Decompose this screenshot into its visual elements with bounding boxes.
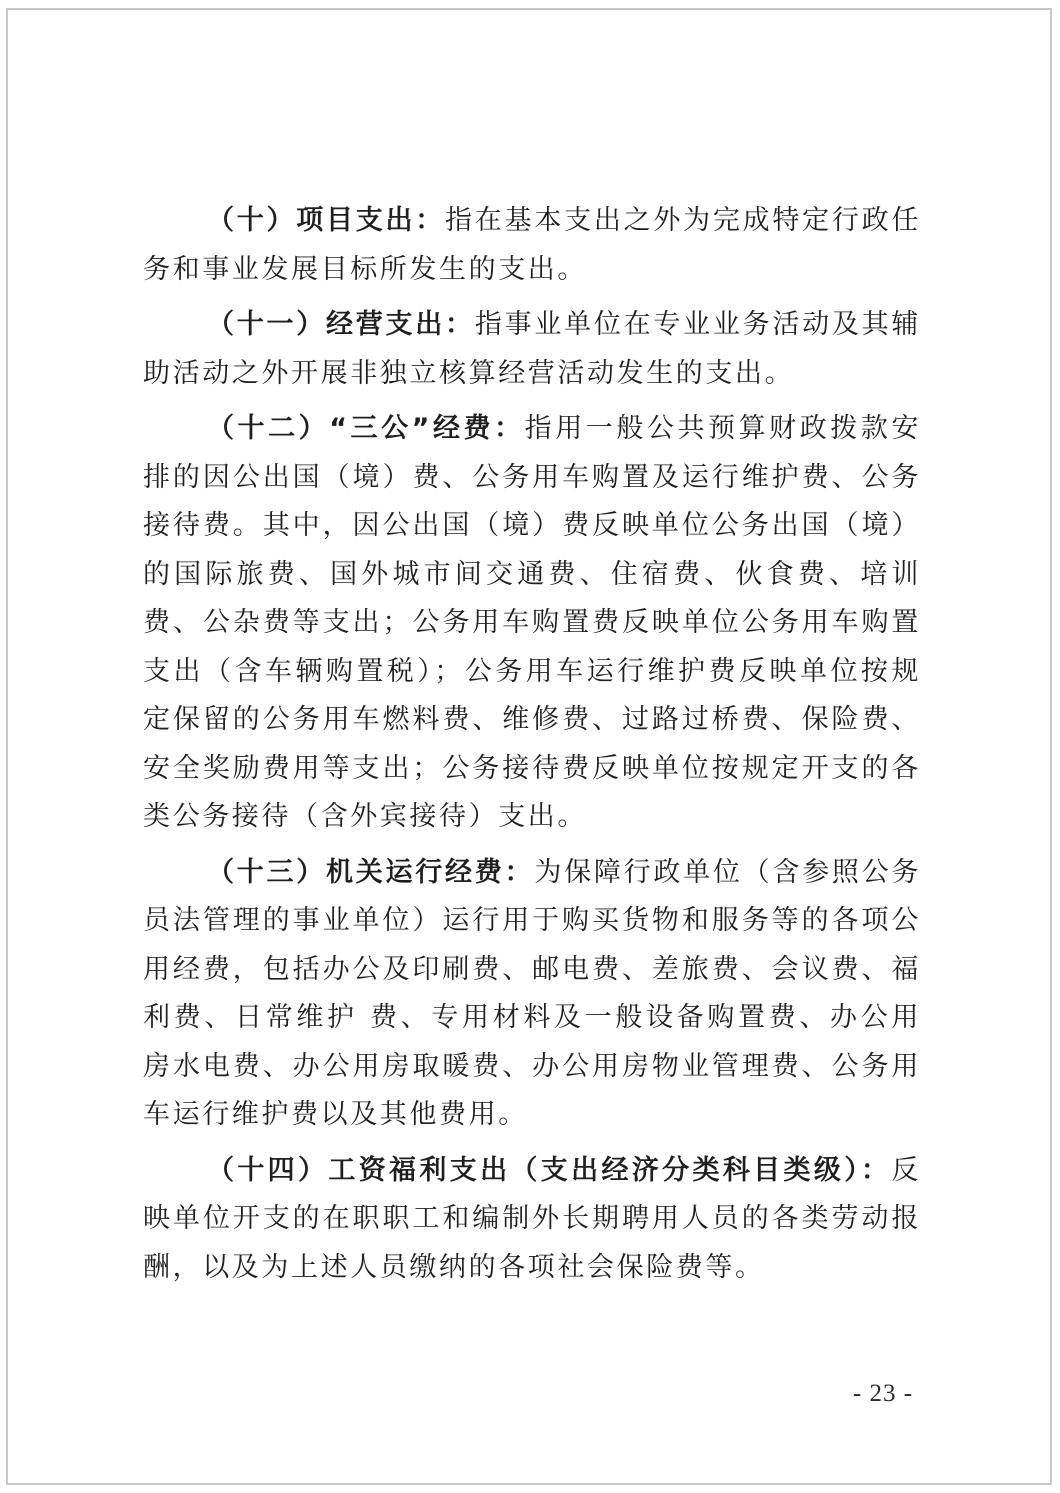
paragraph-text: 反映单位开支的在职职工和编制外长期聘用人员的各类劳动报酬，以及为上述人员缴纳的各项社会保险费等。 bbox=[143, 1154, 921, 1283]
paragraph-heading: （十二）“三公”经费： bbox=[207, 413, 525, 444]
paragraph-text: 指用一般公共预算财政拨款安排的因公出国（境）费、公务用车购置及运行维护费、公务接待费。其中，因公出国（境）费反映单位公务出国（境）的国际旅费、国外城市间交通费、住宿费、伙食费、培训费、公杂费等支出；公务用车购置费反映单位公务用车购置支出（含车辆购置税）；公务用车运行维护费反映单位按规定保留的公务用车燃料费、维修费、过路过桥费、保险费、安全奖励费用等支出；公务接待费反映单位按规定开支的各类公务接待（含外宾接待）支出。 bbox=[143, 413, 921, 832]
paragraph-agency-operating-funds bbox=[143, 849, 921, 1140]
paragraph-text: 指事业单位在专业业务活动及其辅助活动之外开展非独立核算经营活动发生的支出。 bbox=[143, 309, 921, 389]
paragraph-text: 指在基本支出之外为完成特定行政任务和事业发展目标所发生的支出。 bbox=[143, 205, 921, 285]
paragraph-heading: （十一）经营支出： bbox=[207, 309, 475, 340]
page-number: - 23 - bbox=[852, 1380, 914, 1407]
paragraph-operating-expenditure bbox=[143, 301, 921, 398]
paragraph-text: 为保障行政单位（含参照公务员法管理的事业单位）运行用于购买货物和服务等的各项公用经费，包括办公及印刷费、邮电费、差旅费、会议费、福利费、日常维护 费、专用材料及一般设备购置费、办公用房水电费、办公用房取暖费、办公用房物业管理费、公务用车运行维护费以及其他费用。 bbox=[143, 856, 921, 1130]
paragraph-three-public-expenses bbox=[143, 405, 921, 842]
paragraph-heading: （十三）机关运行经费： bbox=[207, 856, 535, 888]
paragraph-heading: （十四）工资福利支出（支出经济分类科目类级）： bbox=[207, 1154, 892, 1186]
paragraph-project-expenditure bbox=[143, 197, 921, 294]
paragraph-heading: （十）项目支出： bbox=[207, 205, 446, 236]
document-body bbox=[143, 197, 921, 1299]
paragraph-wages-welfare bbox=[143, 1147, 921, 1293]
